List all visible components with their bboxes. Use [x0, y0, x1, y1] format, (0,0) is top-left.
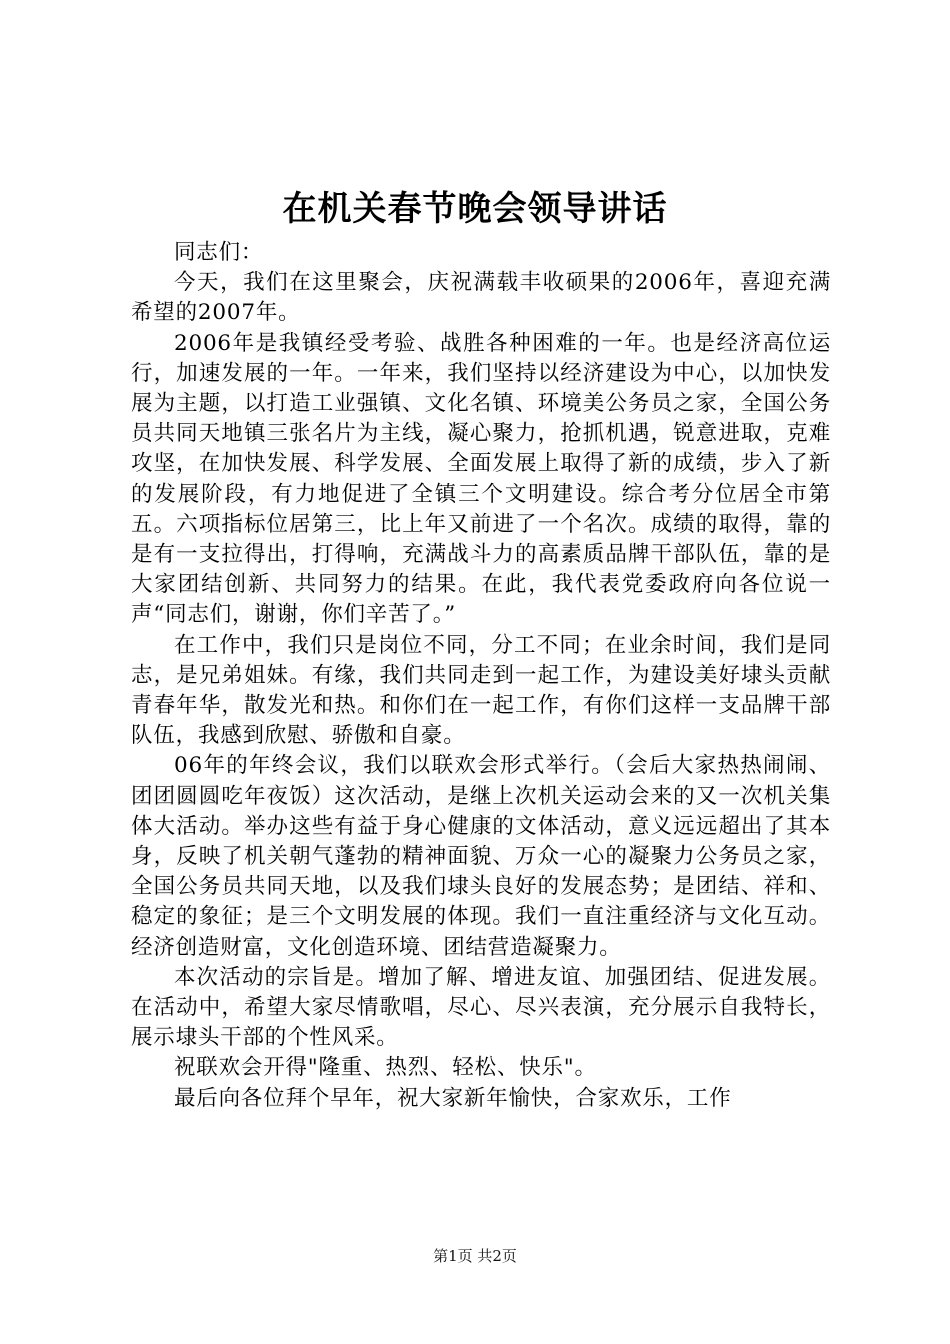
paragraph-closing: 最后向各位拜个早年，祝大家新年愉快，合家欢乐，工作 — [174, 1085, 732, 1111]
paragraph-purpose: 本次活动的宗旨是。增加了解、增进友谊、加强团结、促进发展。在活动中，希望大家尽情歌唱，尽心、尽兴表演，充分展示自我特长，展示埭头干部的个性风采。 — [131, 964, 831, 1051]
paragraph-colleagues: 在工作中，我们只是岗位不同，分工不同；在业余时间，我们是同志，是兄弟姐妹。有缘，我们共同走到一起工作，为建设美好埭头贡献青春年华，散发光和热。和你们在一起工作，有你们这样一支品牌干部队伍，我感到欣慰、骄傲和自豪。 — [131, 632, 831, 749]
document-body — [131, 238, 831, 1114]
paragraph-salutation: 同志们： — [174, 240, 264, 265]
page-number-footer: 第1页 共2页 — [433, 1247, 517, 1265]
paragraph-opening: 今天，我们在这里聚会，庆祝满载丰收硕果的2006年，喜迎充满希望的2007年。 — [131, 270, 831, 326]
document-title: 在机关春节晚会领导讲话 — [282, 189, 668, 229]
paragraph-wish: 祝联欢会开得"隆重、热烈、轻松、快乐"。 — [174, 1055, 597, 1081]
paragraph-achievements: 2006年是我镇经受考验、战胜各种困难的一年。也是经济高位运行，加速发展的一年。一年来，我们坚持以经济建设为中心，以加快发展为主题，以打造工业强镇、文化名镇、环境美公务员之家，全国公务员共同天地镇三张名片为主线，凝心聚力，抢抓机遇，锐意进取，克难攻坚，在加快发展、科学发展、全面发展上取得了新的成绩，步入了新的发展阶段，有力地促进了全镇三个文明建设。综合考分位居全市第五。六项指标位居第三，比上年又前进了一个名次。成绩的取得，靠的是有一支拉得出，打得响，充满战斗力的高素质品牌干部队伍，靠的是大家团结创新、共同努力的结果。在此，我代表党委政府向各位说一声“同志们，谢谢，你们辛苦了。” — [131, 330, 831, 628]
paragraph-gala-format: 06年的年终会议，我们以联欢会形式举行。（会后大家热热闹闹、团团圆圆吃年夜饭）这次活动，是继上次机关运动会来的又一次机关集体大活动。举办这些有益于身心健康的文体活动，意义远远超出了其本身，反映了机关朝气蓬勃的精神面貌、万众一心的凝聚力公务员之家，全国公务员共同天地，以及我们埭头良好的发展态势；是团结、祥和、稳定的象征；是三个文明发展的体现。我们一直注重经济与文化互动。经济创造财富，文化创造环境、团结营造凝聚力。 — [131, 753, 831, 960]
